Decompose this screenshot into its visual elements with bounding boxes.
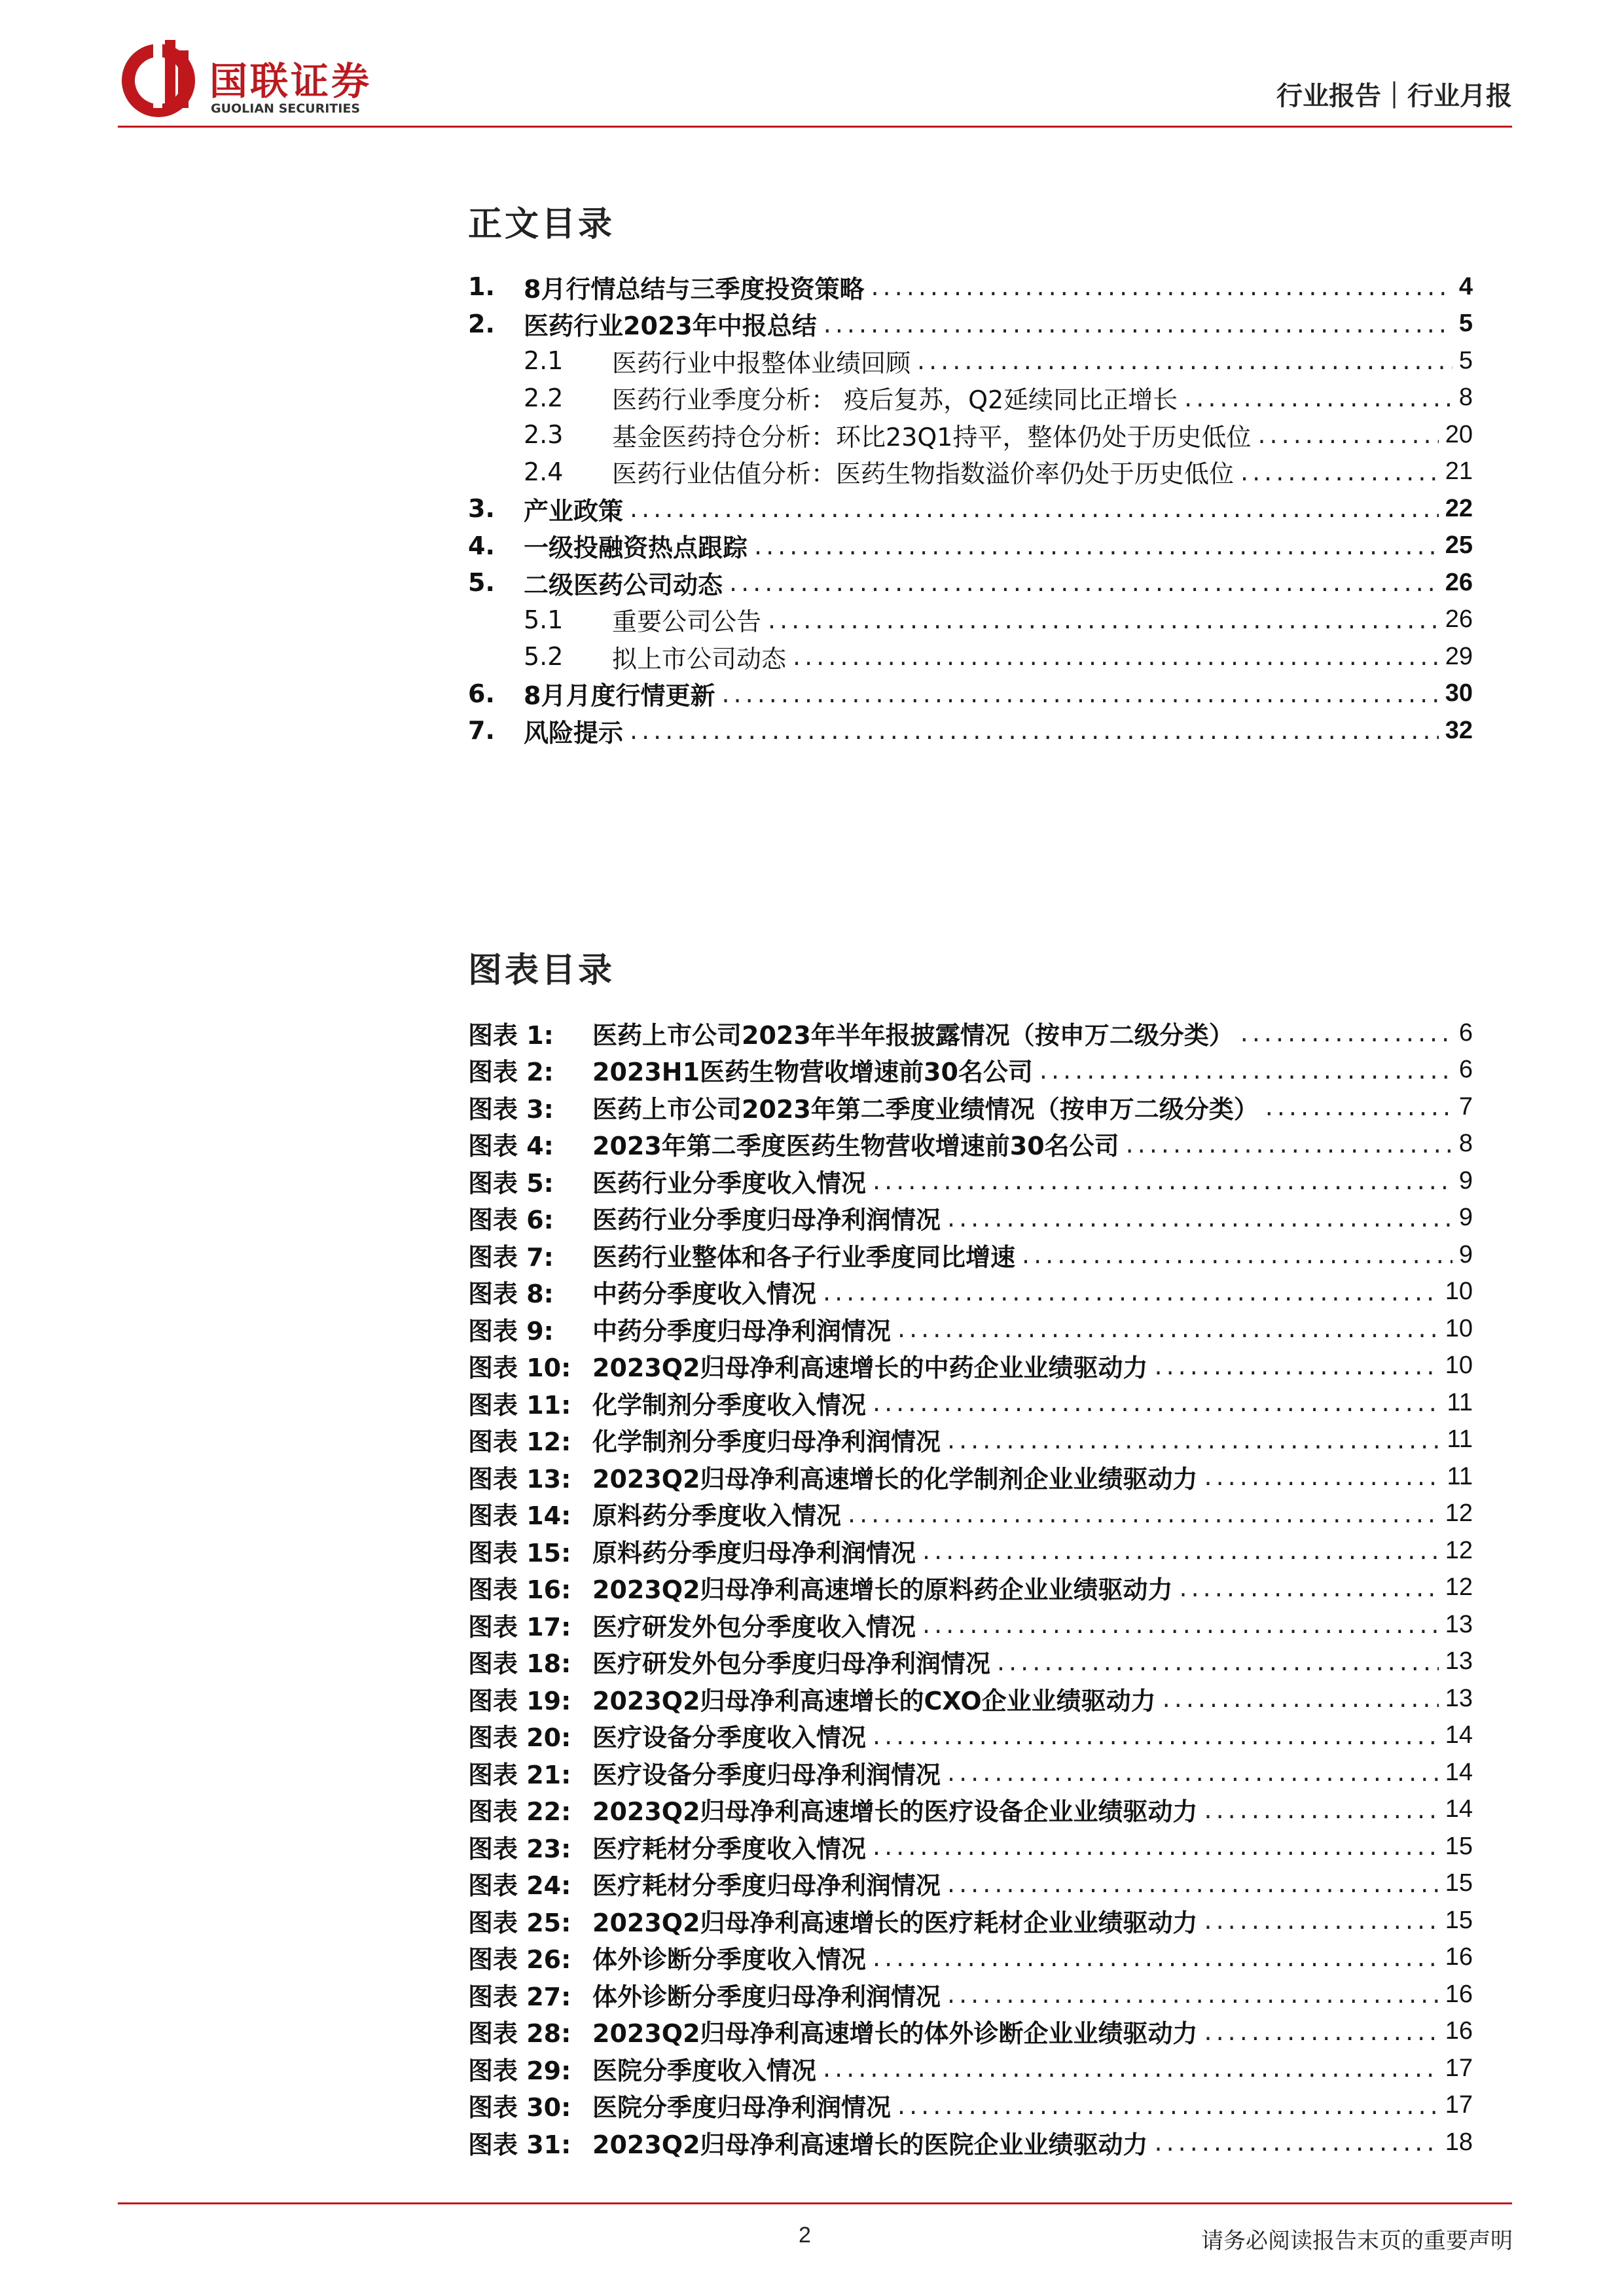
toc-entry-number: 2.1 [524, 346, 564, 376]
figure-list [468, 1014, 1473, 2161]
figure-entry-title: 2023Q2归母净利高速增长的CXO企业业绩驱动力 [592, 1686, 1156, 1715]
figure-leader-dots [997, 1647, 1439, 1676]
figure-entry-label: 图表 22: [468, 1797, 571, 1827]
figure-leader-dots [823, 2054, 1439, 2083]
figure-entry-title: 医药行业分季度收入情况 [592, 1168, 867, 1198]
figure-entry-label: 图表 15: [468, 1538, 571, 1568]
toc-entry-number: 3. [468, 494, 495, 524]
figure-entry-title: 医疗设备分季度收入情况 [592, 1723, 867, 1753]
figure-entry-title: 原料药分季度收入情况 [592, 1501, 842, 1531]
toc-entry-number: 4. [468, 531, 495, 560]
figure-entry-title: 化学制剂分季度收入情况 [592, 1390, 867, 1420]
figure-entry-page: 14 [1445, 1758, 1473, 1786]
figure-entry-title: 2023Q2归母净利高速增长的化学制剂企业业绩驱动力 [592, 1464, 1198, 1494]
figure-entry[interactable] [468, 1348, 1473, 1385]
figure-leader-dots [848, 1499, 1439, 1528]
figure-entry-label: 图表 23: [468, 1834, 571, 1863]
toc-entry-title: 医药行业2023年中报总结 [524, 312, 817, 341]
figure-leader-dots [1039, 1056, 1453, 1085]
toc-entry-number: 5.1 [524, 605, 564, 634]
company-logo [118, 36, 419, 121]
figure-entry[interactable] [468, 1754, 1473, 1791]
figure-entry[interactable] [468, 1717, 1473, 1755]
toc-entry-page: 4 [1458, 272, 1473, 300]
toc-entry-title: 风险提示 [524, 718, 624, 747]
figure-entry-page: 11 [1447, 1426, 1473, 1454]
figure-entry[interactable] [468, 1643, 1473, 1681]
figure-entry[interactable] [468, 1976, 1473, 2013]
figure-entry-label: 图表 29: [468, 2056, 571, 2085]
figure-leader-dots [922, 1610, 1439, 1639]
toc-entry-page: 32 [1445, 716, 1473, 744]
figure-entry-label: 图表 25: [468, 1908, 571, 1937]
figure-entry[interactable] [468, 1902, 1473, 1939]
toc-entry[interactable] [468, 528, 1473, 565]
figure-leader-dots [922, 1536, 1439, 1565]
figure-leader-dots [897, 2091, 1439, 2120]
figure-entry[interactable] [468, 1200, 1473, 1237]
figure-leader-dots [1204, 1795, 1439, 1824]
figure-entry-page: 11 [1447, 1388, 1473, 1416]
guolian-logo-icon [118, 36, 203, 121]
figure-list-heading: 图表目录 [468, 951, 615, 990]
toc-entry-title: 一级投融资热点跟踪 [524, 533, 748, 563]
figure-entry[interactable] [468, 2087, 1473, 2125]
figure-entry-title: 2023Q2归母净利高速增长的医疗设备企业业绩驱动力 [592, 1797, 1198, 1827]
toc-leader-dots [768, 605, 1439, 634]
figure-entry-page: 16 [1445, 2017, 1473, 2045]
figure-entry-label: 图表 20: [468, 1723, 571, 1753]
figure-entry-label: 图表 12: [468, 1427, 571, 1457]
figure-entry-label: 图表 5: [468, 1168, 554, 1198]
figure-entry[interactable] [468, 1162, 1473, 1200]
figure-entry-title: 2023Q2归母净利高速增长的医院企业业绩驱动力 [592, 2130, 1148, 2159]
figure-entry-label: 图表 8: [468, 1280, 554, 1309]
figure-entry-label: 图表 7: [468, 1242, 554, 1272]
figure-entry[interactable] [468, 1310, 1473, 1348]
figure-entry[interactable] [468, 2013, 1473, 2051]
report-type-label: 行业报告｜行业月报 [1276, 81, 1512, 111]
figure-entry[interactable] [468, 1828, 1473, 1865]
toc-leader-dots [1240, 457, 1439, 486]
figure-entry-page: 12 [1445, 1536, 1473, 1564]
figure-entry[interactable] [468, 1532, 1473, 1570]
toc-entry[interactable] [468, 306, 1473, 343]
figure-entry-label: 图表 14: [468, 1501, 571, 1531]
figure-entry-title: 医院分季度收入情况 [592, 2056, 817, 2085]
toc-entry-number: 2.2 [524, 383, 564, 412]
figure-entry-title: 中药分季度归母净利润情况 [592, 1316, 892, 1346]
figure-entry[interactable] [468, 1606, 1473, 1643]
figure-entry-page: 13 [1445, 1610, 1473, 1638]
figure-entry-page: 9 [1458, 1240, 1473, 1268]
toc-leader-dots [729, 568, 1439, 597]
figure-entry[interactable] [468, 1865, 1473, 1903]
figure-entry-title: 2023Q2归母净利高速增长的医疗耗材企业业绩驱动力 [592, 1908, 1198, 1937]
figure-entry-label: 图表 21: [468, 1760, 571, 1789]
toc-entry-number: 2.3 [524, 420, 564, 450]
figure-entry[interactable] [468, 1274, 1473, 1311]
figure-entry[interactable] [468, 1939, 1473, 1977]
figure-entry-title: 2023Q2归母净利高速增长的原料药企业业绩驱动力 [592, 1575, 1173, 1605]
figure-entry[interactable] [468, 1570, 1473, 1607]
figure-entry-page: 7 [1458, 1092, 1473, 1121]
figure-entry-label: 图表 26: [468, 1945, 571, 1975]
toc-list [468, 268, 1473, 749]
figure-entry-title: 化学制剂分季度归母净利润情况 [592, 1427, 941, 1457]
figure-entry-label: 图表 2: [468, 1058, 554, 1087]
toc-entry-number: 6. [468, 679, 495, 708]
toc-entry-number: 1. [468, 272, 495, 302]
toc-leader-dots [1184, 384, 1453, 412]
figure-entry-page: 15 [1445, 1832, 1473, 1860]
figure-entry-title: 医疗设备分季度归母净利润情况 [592, 1760, 941, 1789]
figure-leader-dots [947, 1980, 1439, 2009]
figure-entry-title: 原料药分季度归母净利润情况 [592, 1538, 916, 1568]
figure-leader-dots [1126, 1130, 1453, 1158]
figure-entry[interactable] [468, 1458, 1473, 1496]
figure-entry-title: 2023H1医药生物营收增速前30名公司 [592, 1058, 1033, 1087]
toc-entry-title: 医药行业估值分析：医药生物指数溢价率仍处于历史低位 [612, 459, 1235, 489]
figure-entry-page: 13 [1445, 1684, 1473, 1712]
toc-entry-page: 21 [1445, 457, 1473, 486]
toc-entry[interactable] [468, 268, 1473, 306]
figure-leader-dots [1163, 1684, 1439, 1713]
figure-entry-page: 9 [1458, 1204, 1473, 1232]
figure-entry-label: 图表 27: [468, 1982, 571, 2011]
toc-leader-dots [630, 494, 1439, 523]
figure-leader-dots [873, 1166, 1453, 1195]
toc-entry[interactable] [468, 675, 1473, 713]
figure-entry[interactable] [468, 1052, 1473, 1089]
figure-entry-label: 图表 1: [468, 1020, 554, 1050]
toc-entry-page: 5 [1458, 346, 1473, 374]
figure-leader-dots [947, 1204, 1453, 1232]
figure-entry-label: 图表 18: [468, 1649, 571, 1679]
toc-entry-title: 8月行情总结与三季度投资策略 [524, 274, 865, 304]
figure-entry-label: 图表 24: [468, 1871, 571, 1901]
figure-entry-page: 17 [1445, 2054, 1473, 2082]
toc-entry-page: 8 [1458, 384, 1473, 412]
toc-entry-title: 重要公司公告 [612, 607, 762, 637]
figure-entry-page: 15 [1445, 1906, 1473, 1934]
figure-entry-page: 11 [1447, 1462, 1473, 1490]
toc-entry-number: 5. [468, 568, 495, 598]
toc-entry-title: 8月月度行情更新 [524, 681, 715, 711]
toc-entry-title: 产业政策 [524, 496, 624, 526]
figure-entry-page: 12 [1445, 1499, 1473, 1528]
toc-entry-number: 5.2 [524, 642, 564, 672]
figure-entry[interactable] [468, 2124, 1473, 2161]
toc-entry-title: 拟上市公司动态 [612, 644, 787, 673]
figure-entry[interactable] [468, 1088, 1473, 1126]
figure-entry-label: 图表 17: [468, 1612, 571, 1641]
figure-entry[interactable] [468, 1014, 1473, 1052]
figure-entry-title: 中药分季度收入情况 [592, 1280, 817, 1309]
figure-leader-dots [1180, 1573, 1439, 1602]
figure-entry-label: 图表 16: [468, 1575, 571, 1605]
figure-entry-title: 医疗耗材分季度收入情况 [592, 1834, 867, 1863]
figure-entry-page: 10 [1445, 1314, 1473, 1342]
figure-entry[interactable] [468, 1384, 1473, 1422]
toc-entry-title: 医药行业季度分析： 疫后复苏，Q2延续同比正增长 [612, 386, 1178, 415]
toc-leader-dots [793, 642, 1439, 671]
figure-entry-title: 医药行业整体和各子行业季度同比增速 [592, 1242, 1016, 1272]
footer-disclaimer: 请务必阅读报告末页的重要声明 [1201, 2228, 1513, 2254]
figure-entry-page: 16 [1445, 1980, 1473, 2008]
figure-entry-label: 图表 28: [468, 2019, 571, 2049]
figure-entry-label: 图表 9: [468, 1316, 554, 1346]
toc-entry-title: 医药行业中报整体业绩回顾 [612, 348, 911, 378]
figure-leader-dots [897, 1314, 1439, 1343]
toc-leader-dots [871, 272, 1452, 301]
toc-entry-number: 2.4 [524, 457, 564, 486]
toc-entry-page: 26 [1445, 605, 1473, 634]
toc-entry-page: 29 [1445, 642, 1473, 670]
figure-leader-dots [1204, 1462, 1441, 1491]
figure-entry-page: 8 [1458, 1130, 1473, 1158]
toc-entry[interactable] [468, 490, 1473, 528]
figure-entry-label: 图表 10: [468, 1354, 571, 1383]
figure-leader-dots [873, 1943, 1439, 1972]
figure-leader-dots [947, 1426, 1441, 1454]
figure-entry-title: 医药上市公司2023年第二季度业绩情况（按申万二级分类） [592, 1094, 1259, 1124]
page-number: 2 [799, 2223, 811, 2248]
toc-leader-dots [917, 346, 1453, 375]
figure-entry-label: 图表 19: [468, 1686, 571, 1715]
figure-entry-label: 图表 30: [468, 2093, 571, 2123]
figure-entry-page: 14 [1445, 1795, 1473, 1823]
company-name-cn: 国联证券 [209, 59, 372, 103]
toc-leader-dots [721, 679, 1438, 708]
figure-entry[interactable] [468, 1791, 1473, 1829]
figure-entry-title: 2023Q2归母净利高速增长的中药企业业绩驱动力 [592, 1354, 1148, 1383]
figure-entry-page: 15 [1445, 1869, 1473, 1897]
figure-entry-title: 医院分季度归母净利润情况 [592, 2093, 892, 2123]
figure-entry-label: 图表 4: [468, 1132, 554, 1161]
toc-entry-title: 基金医药持仓分析：环比23Q1持平，整体仍处于历史低位 [612, 422, 1252, 452]
toc-entry[interactable] [468, 564, 1473, 601]
figure-entry-page: 6 [1458, 1056, 1473, 1084]
figure-leader-dots [1265, 1092, 1453, 1121]
figure-entry-title: 体外诊断分季度收入情况 [592, 1945, 867, 1975]
figure-entry-label: 图表 3: [468, 1094, 554, 1124]
figure-leader-dots [823, 1278, 1439, 1306]
toc-entry-title: 二级医药公司动态 [524, 570, 723, 600]
page-header [118, 36, 1512, 124]
toc-entry-number: 7. [468, 716, 495, 745]
toc-leader-dots [1257, 420, 1438, 449]
figure-entry[interactable] [468, 1126, 1473, 1163]
toc-entry[interactable] [468, 638, 1473, 675]
figure-entry-title: 医疗研发外包分季度收入情况 [592, 1612, 916, 1641]
figure-entry[interactable] [468, 2050, 1473, 2087]
toc-leader-dots [754, 531, 1439, 560]
figure-leader-dots [947, 1869, 1439, 1898]
figure-entry-page: 13 [1445, 1647, 1473, 1676]
toc-leader-dots [630, 716, 1439, 745]
figure-entry-label: 图表 31: [468, 2130, 571, 2159]
figure-entry-page: 16 [1445, 1943, 1473, 1971]
toc-entry[interactable] [468, 601, 1473, 639]
toc-entry[interactable] [468, 342, 1473, 380]
toc-entry[interactable] [468, 416, 1473, 454]
figure-entry-page: 17 [1445, 2091, 1473, 2119]
figure-entry-page: 6 [1458, 1018, 1473, 1047]
figure-entry-page: 12 [1445, 1573, 1473, 1602]
toc-entry-page: 25 [1445, 531, 1473, 560]
figure-entry-title: 医疗耗材分季度归母净利润情况 [592, 1871, 941, 1901]
toc-entry[interactable] [468, 380, 1473, 417]
figure-leader-dots [947, 1758, 1439, 1787]
figure-leader-dots [1204, 2017, 1439, 2046]
figure-entry-title: 医药行业分季度归母净利润情况 [592, 1206, 941, 1235]
figure-entry-page: 10 [1445, 1352, 1473, 1380]
figure-leader-dots [1155, 1352, 1439, 1380]
toc-entry-page: 26 [1445, 568, 1473, 596]
toc-entry[interactable] [468, 712, 1473, 749]
figure-leader-dots [873, 1388, 1441, 1417]
figure-leader-dots [1240, 1018, 1453, 1047]
toc-entry[interactable] [468, 454, 1473, 491]
figure-leader-dots [873, 1721, 1439, 1750]
figure-entry-label: 图表 13: [468, 1464, 571, 1494]
figure-entry[interactable] [468, 1422, 1473, 1459]
toc-entry-page: 20 [1445, 420, 1473, 448]
figure-entry-page: 18 [1445, 2128, 1473, 2156]
figure-entry-title: 医疗研发外包分季度归母净利润情况 [592, 1649, 991, 1679]
figure-entry-title: 2023Q2归母净利高速增长的体外诊断企业业绩驱动力 [592, 2019, 1198, 2049]
toc-entry-page: 30 [1445, 679, 1473, 708]
toc-leader-dots [823, 310, 1453, 338]
toc-entry-page: 5 [1458, 310, 1473, 338]
figure-leader-dots [1204, 1906, 1439, 1935]
figure-entry-label: 图表 6: [468, 1206, 554, 1235]
toc-entry-page: 22 [1445, 494, 1473, 522]
toc-heading: 正文目录 [468, 205, 615, 244]
figure-entry-page: 9 [1458, 1166, 1473, 1194]
figure-entry[interactable] [468, 1680, 1473, 1717]
figure-leader-dots [1022, 1240, 1453, 1269]
figure-entry[interactable] [468, 1236, 1473, 1274]
figure-entry-page: 14 [1445, 1721, 1473, 1749]
figure-entry[interactable] [468, 1496, 1473, 1533]
header-divider [118, 126, 1512, 128]
figure-entry-title: 医药上市公司2023年半年报披露情况（按申万二级分类） [592, 1020, 1234, 1050]
figure-leader-dots [1155, 2128, 1439, 2157]
company-name-en: GUOLIAN SECURITIES [211, 101, 360, 116]
footer-divider [118, 2202, 1512, 2204]
figure-entry-title: 体外诊断分季度归母净利润情况 [592, 1982, 941, 2011]
figure-entry-page: 10 [1445, 1278, 1473, 1306]
figure-entry-label: 图表 11: [468, 1390, 571, 1420]
figure-leader-dots [873, 1832, 1439, 1861]
toc-entry-number: 2. [468, 309, 495, 338]
figure-entry-title: 2023年第二季度医药生物营收增速前30名公司 [592, 1132, 1119, 1161]
